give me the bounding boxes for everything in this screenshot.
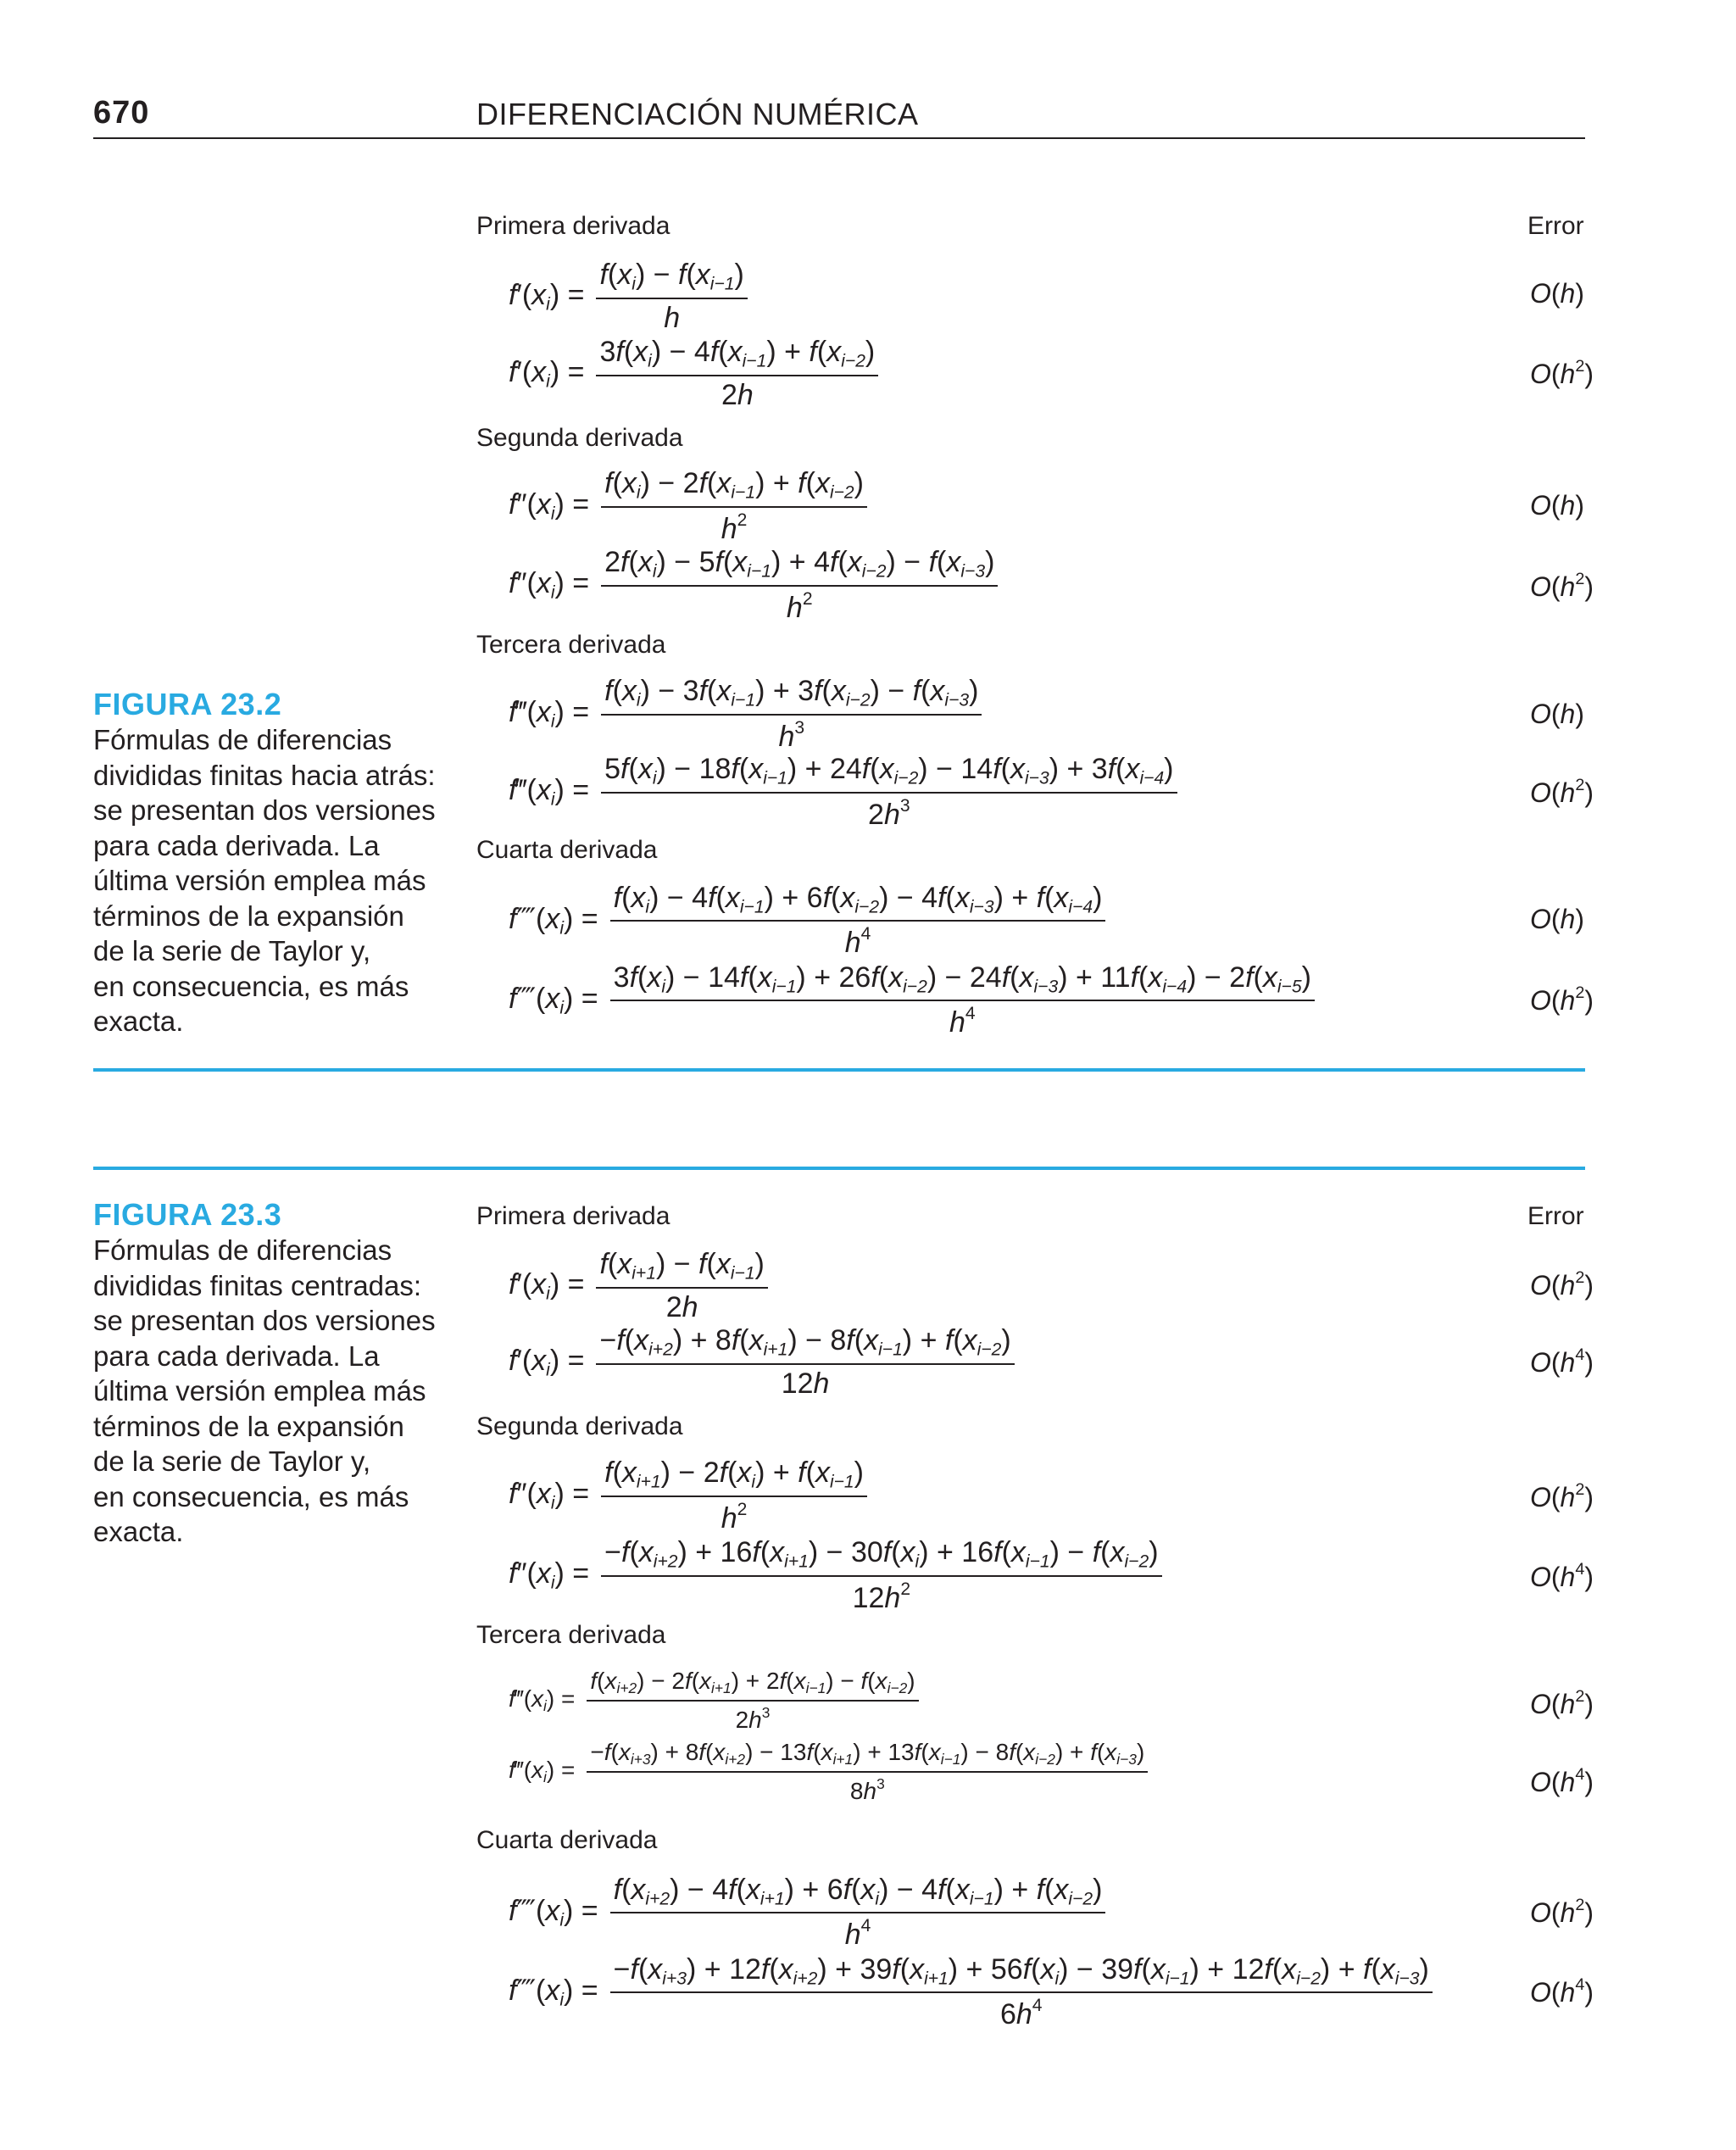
error-order: O(h) (1530, 278, 1584, 309)
formula-backward-second-2: $f''(x_i)$ = $\frac{2f(x_i) - 5f(x_{i-1}) + 4f(x_{i-2}) - f(x_{i-3})}{h^2}$ (509, 549, 998, 621)
caption-line: divididas finitas centradas: (93, 1269, 422, 1301)
error-order: $O(h^2)$ (1530, 776, 1594, 808)
caption-line: última versión emplea más (93, 865, 426, 896)
caption-line: para cada derivada. La (93, 829, 380, 861)
figure-23-3-label: FIGURA 23.3 (93, 1197, 282, 1232)
error-order: $O(h^4)$ (1530, 1345, 1594, 1378)
error-column-header: Error (1527, 212, 1584, 240)
error-order: O(h) (1530, 490, 1584, 521)
caption-line: en consecuencia, es más (93, 970, 409, 1002)
caption-line: para cada derivada. La (93, 1340, 380, 1372)
formula-centered-third-1: $f‴(x_i)$ = $\frac{f(x_{i+2}) - 2f(x_{i+1}) + 2f(x_{i-1}) - f(x_{i-2})}{2h^3}$ (509, 1668, 919, 1733)
formula-centered-first-2: $f'(x_i)$ = $\frac{-f(x_{i+2}) + 8f(x_{i+1}) - 8f(x_{i-1}) + f(x_{i-2})}{12h}$ (509, 1328, 1015, 1397)
error-order: $O(h^2)$ (1530, 1480, 1594, 1512)
caption-line: Fórmulas de diferencias (93, 1234, 392, 1266)
figure-23-3-caption (93, 1233, 449, 1550)
caption-line: exacta. (93, 1516, 184, 1547)
section-second-derivative: Segunda derivada (476, 424, 683, 452)
error-order: $O(h^4)$ (1530, 1765, 1594, 1797)
figure-23-2-label: FIGURA 23.2 (93, 687, 282, 721)
header-rule (93, 137, 1585, 139)
formula-backward-first-1: $f'(x_i)$ = $\frac{f(x_i) - f(x_{i-1})}{h}$ (509, 263, 748, 331)
caption-line: última versión emplea más (93, 1375, 426, 1406)
page-number: 670 (93, 95, 150, 131)
error-order: O(h) (1530, 699, 1584, 729)
figure-23-3-top-rule (93, 1167, 1585, 1170)
section-first-derivative: Primera derivada (476, 212, 670, 240)
formula-centered-second-1: $f''(x_i)$ = $\frac{f(x_{i+1}) - 2f(x_i) + f(x_{i-1})}{h^2}$ (509, 1460, 867, 1532)
formula-centered-fourth-2: $f⁗(x_i)$ = $-f(x_{i+3}) + 12f(x_{i+2}) + 39f(x_{i+1}) + 56f(x_i) - 39f(x_{i-1}) + 12f(x_{i-2}) + f(x_{i-3})$ $6h^4$ (509, 1955, 1433, 2030)
section-fourth-derivative: Cuarta derivada (476, 836, 658, 864)
caption-line: de la serie de Taylor y, (93, 935, 371, 966)
formula-centered-second-2: $f''(x_i)$ = $\frac{-f(x_{i+2}) + 16f(x_{i+1}) - 30f(x_i) + 16f(x_{i-1}) - f(x_{i-2})}{12h^2}$ (509, 1540, 1162, 1612)
error-order: O(h) (1530, 904, 1584, 934)
formula-centered-third-2: $f‴(x_i)$ = $-f(x_{i+3}) + 8f(x_{i+2}) - 13f(x_{i+1}) + 13f(x_{i-1}) - 8f(x_{i-2}) + f(x_{i-3})$ $8h^3$ (509, 1740, 1148, 1804)
error-order: $O(h^4)$ (1530, 1560, 1594, 1592)
error-order: $O(h^2)$ (1530, 357, 1594, 389)
caption-line: divididas finitas hacia atrás: (93, 759, 436, 791)
section-first-derivative: Primera derivada (476, 1202, 670, 1230)
formula-backward-first-2: $f'(x_i)$ = $\frac{3f(x_i) - 4f(x_{i-1}) + f(x_{i-2})}{2h}$ (509, 339, 878, 409)
error-order: $O(h^2)$ (1530, 1268, 1594, 1301)
formula-centered-fourth-1: $f⁗(x_i)$ = $\frac{f(x_{i+2}) - 4f(x_{i+1}) + 6f(x_i) - 4f(x_{i-1}) + f(x_{i-2})}{h^4}$ (509, 1875, 1105, 1950)
error-order: $O(h^2)$ (1530, 1896, 1594, 1928)
error-order: $O(h^2)$ (1530, 570, 1594, 602)
error-order: $O(h^2)$ (1530, 983, 1594, 1016)
section-second-derivative: Segunda derivada (476, 1412, 683, 1440)
caption-line: se presentan dos versiones (93, 1305, 436, 1336)
formula-centered-first-1: $f'(x_i)$ = $\frac{f(x_{i+1}) - f(x_{i-1})}{2h}$ (509, 1251, 768, 1321)
section-third-derivative: Tercera derivada (476, 631, 666, 659)
formula-backward-fourth-1: $f⁗(x_i)$ = $\frac{f(x_i) - 4f(x_{i-1}) + 6f(x_{i-2}) - 4f(x_{i-3}) + f(x_{i-4})}{h^4}$ (509, 883, 1105, 958)
running-title: DIFERENCIACIÓN NUMÉRICA (476, 97, 919, 131)
formula-backward-third-1: $f‴(x_i)$ = $\frac{f(x_i) - 3f(x_{i-1}) + 3f(x_{i-2}) - f(x_{i-3})}{h^3}$ (509, 678, 982, 750)
caption-line: exacta. (93, 1005, 184, 1037)
caption-line: términos de la expansión (93, 1410, 404, 1442)
section-fourth-derivative: Cuarta derivada (476, 1826, 658, 1854)
formula-backward-third-2: $f‴(x_i)$ = $\frac{5f(x_i) - 18f(x_{i-1}) + 24f(x_{i-2}) - 14f(x_{i-3}) + 3f(x_{i-4})}{2h^3}$ (509, 756, 1177, 828)
formula-backward-fourth-2: $f⁗(x_i)$ = $3f(x_i) - 14f(x_{i-1}) + 26f(x_{i-2}) - 24f(x_{i-3}) + 11f(x_{i-4}) - 2f(x_{i-5})$ $h^4$ (509, 963, 1315, 1038)
error-column-header: Error (1527, 1202, 1584, 1230)
caption-line: se presentan dos versiones (93, 794, 436, 826)
figure-23-2-bottom-rule (93, 1068, 1585, 1072)
caption-line: términos de la expansión (93, 900, 404, 932)
error-order: $O(h^4)$ (1530, 1975, 1594, 2008)
caption-line: de la serie de Taylor y, (93, 1445, 371, 1477)
caption-line: Fórmulas de diferencias (93, 724, 392, 755)
formula-backward-second-1: $f''(x_i)$ = $\frac{f(x_i) - 2f(x_{i-1}) + f(x_{i-2})}{h^2}$ (509, 471, 867, 543)
section-third-derivative: Tercera derivada (476, 1621, 666, 1649)
caption-line: en consecuencia, es más (93, 1480, 409, 1512)
error-order: $O(h^2)$ (1530, 1687, 1594, 1719)
figure-23-2-caption (93, 722, 449, 1039)
